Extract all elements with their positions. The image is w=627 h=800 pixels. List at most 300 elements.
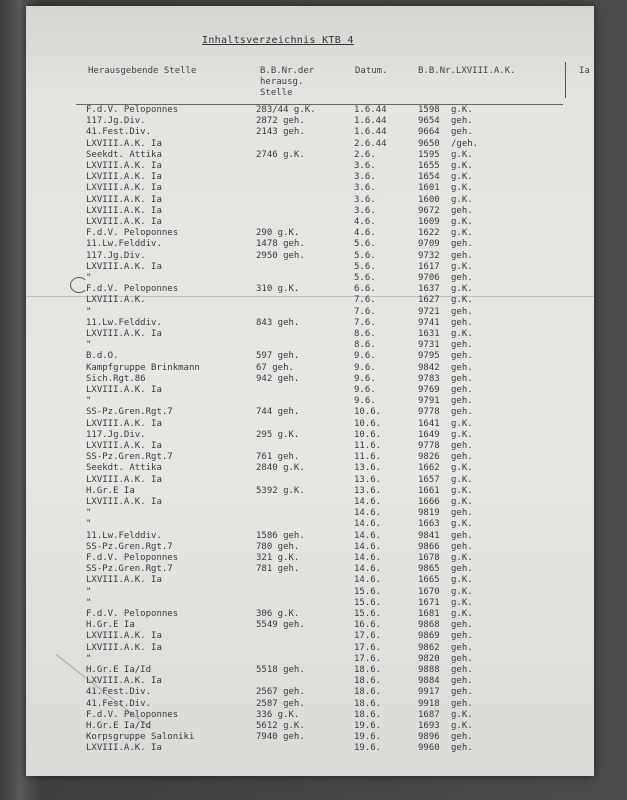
cell-datum: 14.6. xyxy=(354,508,382,519)
cell-stelle: " xyxy=(86,597,92,608)
cell-classification: geh. xyxy=(451,385,473,395)
cell-bbnr: 2872 geh. xyxy=(256,116,305,127)
cell-classification: g.K. xyxy=(451,418,473,429)
cell-ref-number: 1687 xyxy=(418,709,440,720)
cell-ref-number: 9865 xyxy=(418,564,440,575)
cell-classification: geh. xyxy=(451,239,473,250)
table-row xyxy=(26,295,594,306)
cell-datum: 14.6. xyxy=(354,530,382,541)
cell-classification: geh. xyxy=(451,250,473,261)
header-bbnr xyxy=(260,66,314,99)
cell-ref-number: 1641 xyxy=(418,418,440,429)
cell-ref-number: 9721 xyxy=(418,306,440,317)
cell-bbnr: 2746 g.K. xyxy=(256,149,305,160)
cell-datum: 2.6. xyxy=(354,149,376,160)
cell-datum: 14.6. xyxy=(354,564,382,575)
table-row xyxy=(26,609,594,620)
table-row xyxy=(26,318,594,329)
cell-classification: g.K. xyxy=(451,519,473,530)
cell-stelle: " xyxy=(86,508,92,519)
table-row xyxy=(26,519,594,530)
cell-ref-number: 9888 xyxy=(418,665,440,675)
table-row xyxy=(26,139,594,150)
cell-ref-number: 9896 xyxy=(418,732,440,743)
cell-datum: 3.6. xyxy=(354,161,376,171)
cell-datum: 14.6. xyxy=(354,541,382,552)
cell-datum: 7.6. xyxy=(354,295,376,306)
table-row xyxy=(26,486,594,497)
header-divider xyxy=(565,62,566,98)
cell-datum: 18.6. xyxy=(354,665,382,675)
cell-ref-number: 1665 xyxy=(418,575,440,586)
table-row xyxy=(26,497,594,508)
cell-classification: g.K. xyxy=(451,105,473,115)
table-row xyxy=(26,531,594,542)
cell-classification: geh. xyxy=(451,441,473,451)
table-row xyxy=(26,172,594,183)
cell-datum: 3.6. xyxy=(354,205,376,216)
cell-ref-number: 9842 xyxy=(418,362,440,373)
cell-classification: g.K. xyxy=(451,172,473,183)
table-row xyxy=(26,307,594,318)
cell-ref-number: 1654 xyxy=(418,172,440,183)
table-row xyxy=(26,542,594,553)
header-ia: Ia xyxy=(579,66,590,76)
cell-stelle: F.d.V. Peloponnes xyxy=(86,105,179,115)
table-row xyxy=(26,183,594,194)
cell-stelle: LXVIII.A.K. Ia xyxy=(86,183,162,194)
cell-datum: 8.6. xyxy=(354,329,376,339)
cell-classification: geh. xyxy=(451,530,473,541)
cell-datum: 1.6.44 xyxy=(354,127,387,138)
header-bbnr-line1: B.B.Nr.der xyxy=(260,66,315,76)
table-row xyxy=(26,228,594,239)
cell-classification: geh. xyxy=(451,340,473,351)
cell-ref-number: 1663 xyxy=(418,519,440,530)
cell-ref-number: 1637 xyxy=(418,284,440,295)
cell-ref-number: 9650 xyxy=(418,138,440,149)
cell-classification: geh. xyxy=(451,676,473,687)
cell-stelle: LXVIII.A.K. Ia xyxy=(86,642,162,653)
cell-datum: 6.6. xyxy=(354,284,376,295)
cell-ref-number: 1595 xyxy=(418,149,440,160)
table-row xyxy=(26,575,594,586)
cell-datum: 5.6. xyxy=(354,261,376,272)
table-row xyxy=(26,161,594,172)
cell-ref-number: 9795 xyxy=(418,351,440,362)
cell-datum: 10.6. xyxy=(354,407,382,418)
cell-stelle: SS-Pz.Gren.Rgt.7 xyxy=(86,541,173,552)
cell-stelle: H.Gr.E Ia xyxy=(86,620,135,631)
table-row xyxy=(26,654,594,665)
cell-stelle: F.d.V. Peloponnes xyxy=(86,709,179,720)
cell-datum: 18.6. xyxy=(354,676,382,687)
cell-datum: 5.6. xyxy=(354,273,376,283)
table-row xyxy=(26,732,594,743)
table-row xyxy=(26,273,594,284)
cell-ref-number: 9820 xyxy=(418,653,440,664)
cell-stelle: SS-Pz.Gren.Rgt.7 xyxy=(86,564,173,575)
cell-stelle: LXVIII.A.K. Ia xyxy=(86,743,162,754)
cell-datum: 19.6. xyxy=(354,743,382,754)
cell-classification: geh. xyxy=(451,541,473,552)
cell-stelle: LXVIII.A.K. Ia xyxy=(86,172,162,183)
cell-datum: 2.6.44 xyxy=(354,138,387,149)
table-row xyxy=(26,598,594,609)
cell-datum: 11.6. xyxy=(354,452,382,463)
cell-stelle: " xyxy=(86,519,92,530)
cell-stelle: " xyxy=(86,653,92,664)
table-row xyxy=(26,284,594,295)
table-row xyxy=(26,419,594,430)
cell-bbnr: 67 geh. xyxy=(256,362,294,373)
cell-ref-number: 1681 xyxy=(418,609,440,619)
cell-ref-number: 1601 xyxy=(418,183,440,194)
cell-stelle: LXVIII.A.K. xyxy=(86,295,146,306)
cell-bbnr: 295 g.K. xyxy=(256,429,300,440)
cell-bbnr: 7940 geh. xyxy=(256,732,305,743)
cell-ref-number: 1627 xyxy=(418,295,440,306)
cell-datum: 18.6. xyxy=(354,709,382,720)
table-row xyxy=(26,553,594,564)
table-row xyxy=(26,665,594,676)
cell-stelle: H.Gr.E Ia xyxy=(86,485,135,496)
cell-ref-number: 9769 xyxy=(418,385,440,395)
table-row xyxy=(26,217,594,228)
table-row xyxy=(26,620,594,631)
table-row xyxy=(26,116,594,127)
cell-bbnr: 1586 geh. xyxy=(256,530,305,541)
cell-stelle: LXVIII.A.K. Ia xyxy=(86,161,162,171)
cell-datum: 14.6. xyxy=(354,575,382,586)
cell-stelle: F.d.V. Peloponnes xyxy=(86,228,179,239)
cell-classification: geh. xyxy=(451,373,473,384)
cell-datum: 16.6. xyxy=(354,620,382,631)
cell-ref-number: 9654 xyxy=(418,116,440,127)
cell-classification: geh. xyxy=(451,698,473,709)
cell-datum: 4.6. xyxy=(354,217,376,227)
cell-stelle: Seekdt. Attika xyxy=(86,463,162,474)
cell-stelle: 11.Lw.Felddiv. xyxy=(86,239,162,250)
cell-classification: geh. xyxy=(451,743,473,754)
cell-stelle: 41.Fest.Div. xyxy=(86,127,152,138)
table-row xyxy=(26,251,594,262)
cell-datum: 3.6. xyxy=(354,172,376,183)
cell-datum: 7.6. xyxy=(354,317,376,328)
cell-bbnr: 5392 g.K. xyxy=(256,485,305,496)
cell-classification: g.K. xyxy=(451,284,473,295)
table-row xyxy=(26,676,594,687)
cell-datum: 4.6. xyxy=(354,228,376,239)
cell-classification: g.K. xyxy=(451,183,473,194)
table-row xyxy=(26,374,594,385)
cell-stelle: LXVIII.A.K. Ia xyxy=(86,205,162,216)
cell-bbnr: 290 g.K. xyxy=(256,228,300,239)
cell-ref-number: 1655 xyxy=(418,161,440,171)
cell-stelle: LXVIII.A.K. Ia xyxy=(86,575,162,586)
cell-stelle: LXVIII.A.K. Ia xyxy=(86,194,162,205)
cell-bbnr: 744 geh. xyxy=(256,407,300,418)
cell-stelle: " xyxy=(86,340,92,351)
cell-datum: 7.6. xyxy=(354,306,376,317)
table-row xyxy=(26,643,594,654)
cell-datum: 19.6. xyxy=(354,721,382,731)
cell-ref-number: 1617 xyxy=(418,261,440,272)
cell-bbnr: 306 g.K. xyxy=(256,609,300,619)
cell-classification: geh. xyxy=(451,127,473,138)
cell-ref-number: 1657 xyxy=(418,474,440,485)
cell-datum: 11.6. xyxy=(354,441,382,451)
table-row xyxy=(26,508,594,519)
cell-classification: g.K. xyxy=(451,149,473,160)
cell-ref-number: 1678 xyxy=(418,553,440,563)
cell-stelle: 117.Jg.Div. xyxy=(86,429,146,440)
cell-datum: 1.6.44 xyxy=(354,116,387,127)
cell-ref-number: 9917 xyxy=(418,687,440,698)
cell-stelle: B.d.O. xyxy=(86,351,119,362)
cell-ref-number: 9778 xyxy=(418,407,440,418)
cell-ref-number: 1609 xyxy=(418,217,440,227)
table-row xyxy=(26,206,594,217)
cell-ref-number: 9741 xyxy=(418,317,440,328)
cell-stelle: F.d.V. Peloponnes xyxy=(86,553,179,563)
cell-stelle: 11.Lw.Felddiv. xyxy=(86,317,162,328)
cell-bbnr: 761 geh. xyxy=(256,452,300,463)
cell-bbnr: 2950 geh. xyxy=(256,250,305,261)
table-row xyxy=(26,363,594,374)
cell-datum: 18.6. xyxy=(354,687,382,698)
cell-stelle: F.d.V. Peloponnes xyxy=(86,284,179,295)
cell-stelle: H.Gr.E Ia/Id xyxy=(86,665,152,675)
cell-classification: geh. xyxy=(451,508,473,519)
cell-datum: 13.6. xyxy=(354,474,382,485)
cell-classification: g.K. xyxy=(451,586,473,597)
cell-datum: 19.6. xyxy=(354,732,382,743)
cell-ref-number: 9709 xyxy=(418,239,440,250)
cell-stelle: LXVIII.A.K. Ia xyxy=(86,329,162,339)
cell-stelle: Sich.Rgt.86 xyxy=(86,373,146,384)
table-row xyxy=(26,699,594,710)
cell-ref-number: 9664 xyxy=(418,127,440,138)
cell-ref-number: 1661 xyxy=(418,485,440,496)
cell-datum: 15.6. xyxy=(354,609,382,619)
cell-datum: 1.6.44 xyxy=(354,105,387,115)
cell-bbnr: 942 geh. xyxy=(256,373,300,384)
cell-stelle: F.d.V. Peloponnes xyxy=(86,609,179,619)
header-stelle: Herausgebende Stelle xyxy=(88,66,197,76)
cell-bbnr: 321 g.K. xyxy=(256,553,300,563)
cell-classification: /geh. xyxy=(451,138,479,149)
cell-ref-number: 9732 xyxy=(418,250,440,261)
cell-ref-number: 9884 xyxy=(418,676,440,687)
cell-bbnr: 283/44 g.K. xyxy=(256,105,316,115)
cell-stelle: LXVIII.A.K. Ia xyxy=(86,138,162,149)
cell-stelle: 41.Fest.Div. xyxy=(86,698,152,709)
cell-datum: 10.6. xyxy=(354,418,382,429)
cell-datum: 15.6. xyxy=(354,597,382,608)
cell-datum: 9.6. xyxy=(354,351,376,362)
cell-datum: 14.6. xyxy=(354,497,382,507)
cell-bbnr: 1478 geh. xyxy=(256,239,305,250)
table-row xyxy=(26,239,594,250)
cell-stelle: " xyxy=(86,273,92,283)
cell-stelle: 11.Lw.Felddiv. xyxy=(86,530,162,541)
table-row xyxy=(26,452,594,463)
cell-ref-number: 1662 xyxy=(418,463,440,474)
table-row xyxy=(26,587,594,598)
cell-classification: g.K. xyxy=(451,194,473,205)
cell-datum: 8.6. xyxy=(354,340,376,351)
cell-bbnr: 781 geh. xyxy=(256,564,300,575)
cell-bbnr: 843 geh. xyxy=(256,317,300,328)
cell-stelle: LXVIII.A.K. Ia xyxy=(86,676,162,687)
table-row xyxy=(26,687,594,698)
cell-stelle: LXVIII.A.K. Ia xyxy=(86,385,162,395)
table-row xyxy=(26,262,594,273)
cell-ref-number: 1631 xyxy=(418,329,440,339)
cell-bbnr: 310 g.K. xyxy=(256,284,300,295)
table-row xyxy=(26,105,594,116)
cell-ref-number: 9826 xyxy=(418,452,440,463)
cell-bbnr: 2840 g.K. xyxy=(256,463,305,474)
cell-classification: geh. xyxy=(451,116,473,127)
cell-classification: g.K. xyxy=(451,497,473,507)
cell-ref-number: 9841 xyxy=(418,530,440,541)
table-row xyxy=(26,407,594,418)
cell-datum: 10.6. xyxy=(354,429,382,440)
cell-classification: g.K. xyxy=(451,295,473,306)
cell-classification: g.K. xyxy=(451,161,473,171)
cell-bbnr: 2143 geh. xyxy=(256,127,305,138)
cell-datum: 3.6. xyxy=(354,194,376,205)
table-row xyxy=(26,396,594,407)
cell-datum: 5.6. xyxy=(354,239,376,250)
cell-stelle: Seekdt. Attika xyxy=(86,149,162,160)
cell-ref-number: 9778 xyxy=(418,441,440,451)
document-sheet xyxy=(26,6,594,776)
table-row xyxy=(26,329,594,340)
cell-datum: 9.6. xyxy=(354,362,376,373)
cell-datum: 9.6. xyxy=(354,373,376,384)
table-row xyxy=(26,631,594,642)
cell-classification: g.K. xyxy=(451,609,473,619)
cell-datum: 17.6. xyxy=(354,631,382,642)
cell-ref-number: 1622 xyxy=(418,228,440,239)
cell-datum: 18.6. xyxy=(354,698,382,709)
cell-ref-number: 1671 xyxy=(418,597,440,608)
cell-ref-number: 9783 xyxy=(418,373,440,384)
cell-classification: g.K. xyxy=(451,429,473,440)
cell-classification: g.K. xyxy=(451,485,473,496)
cell-datum: 5.6. xyxy=(354,250,376,261)
cell-classification: geh. xyxy=(451,306,473,317)
cell-stelle: 117.Jg.Div. xyxy=(86,116,146,127)
table-row xyxy=(26,150,594,161)
cell-stelle: LXVIII.A.K. Ia xyxy=(86,441,162,451)
cell-stelle: 41.Fest.Div. xyxy=(86,687,152,698)
cell-classification: geh. xyxy=(451,732,473,743)
table-row xyxy=(26,385,594,396)
cell-classification: g.K. xyxy=(451,553,473,563)
cell-classification: g.K. xyxy=(451,474,473,485)
cell-datum: 14.6. xyxy=(354,519,382,530)
cell-ref-number: 1649 xyxy=(418,429,440,440)
cell-datum: 9.6. xyxy=(354,396,376,407)
table-row xyxy=(26,743,594,754)
table-row xyxy=(26,430,594,441)
cell-ref-number: 1600 xyxy=(418,194,440,205)
cell-stelle: LXVIII.A.K. Ia xyxy=(86,217,162,227)
cell-classification: g.K. xyxy=(451,261,473,272)
cell-ref-number: 9862 xyxy=(418,642,440,653)
cell-classification: geh. xyxy=(451,620,473,631)
cell-classification: g.K. xyxy=(451,463,473,474)
cell-classification: g.K. xyxy=(451,228,473,239)
cell-datum: 3.6. xyxy=(354,183,376,194)
table-row xyxy=(26,127,594,138)
cell-stelle: Korpsgruppe Saloniki xyxy=(86,732,195,743)
cell-classification: geh. xyxy=(451,665,473,675)
cell-stelle: LXVIII.A.K. Ia xyxy=(86,474,162,485)
cell-stelle: " xyxy=(86,396,92,407)
cell-ref-number: 9869 xyxy=(418,631,440,642)
cell-datum: 17.6. xyxy=(354,642,382,653)
cell-stelle: " xyxy=(86,586,92,597)
table-row xyxy=(26,351,594,362)
table-row xyxy=(26,721,594,732)
cell-ref-number: 9868 xyxy=(418,620,440,631)
cell-classification: geh. xyxy=(451,396,473,407)
cell-datum: 17.6. xyxy=(354,653,382,664)
cell-ref-number: 1666 xyxy=(418,497,440,507)
table-row xyxy=(26,710,594,721)
cell-ref-number: 9731 xyxy=(418,340,440,351)
document-title: Inhaltsverzeichnis KTB 4 xyxy=(202,35,354,46)
cell-classification: geh. xyxy=(451,687,473,698)
cell-ref-number: 9706 xyxy=(418,273,440,283)
cell-ref-number: 9791 xyxy=(418,396,440,407)
cell-bbnr: 5518 geh. xyxy=(256,665,305,675)
cell-ref-number: 9672 xyxy=(418,205,440,216)
cell-classification: geh. xyxy=(451,642,473,653)
cell-classification: geh. xyxy=(451,407,473,418)
cell-classification: g.K. xyxy=(451,597,473,608)
cell-classification: g.K. xyxy=(451,709,473,720)
cell-stelle: SS-Pz.Gren.Rgt.7 xyxy=(86,452,173,463)
cell-datum: 13.6. xyxy=(354,485,382,496)
cell-ref-number: 1598 xyxy=(418,105,440,115)
cell-stelle: " xyxy=(86,306,92,317)
cell-classification: geh. xyxy=(451,317,473,328)
cell-datum: 15.6. xyxy=(354,586,382,597)
cell-classification: g.K. xyxy=(451,217,473,227)
cell-ref-number: 1670 xyxy=(418,586,440,597)
table-row xyxy=(26,195,594,206)
cell-stelle: LXVIII.A.K. Ia xyxy=(86,497,162,507)
cell-classification: g.K. xyxy=(451,329,473,339)
cell-ref-number: 9918 xyxy=(418,698,440,709)
cell-ref-number: 9960 xyxy=(418,743,440,754)
cell-ref-number: 9819 xyxy=(418,508,440,519)
cell-bbnr: 336 g.K. xyxy=(256,709,300,720)
cell-classification: geh. xyxy=(451,653,473,664)
header-lxviii: B.B.Nr.LXVIII.A.K. xyxy=(418,66,516,76)
cell-classification: geh. xyxy=(451,452,473,463)
cell-stelle: H.Gr.E Ia/Id xyxy=(86,721,152,731)
cell-classification: geh. xyxy=(451,205,473,216)
table-row xyxy=(26,564,594,575)
cell-classification: g.K. xyxy=(451,721,473,731)
